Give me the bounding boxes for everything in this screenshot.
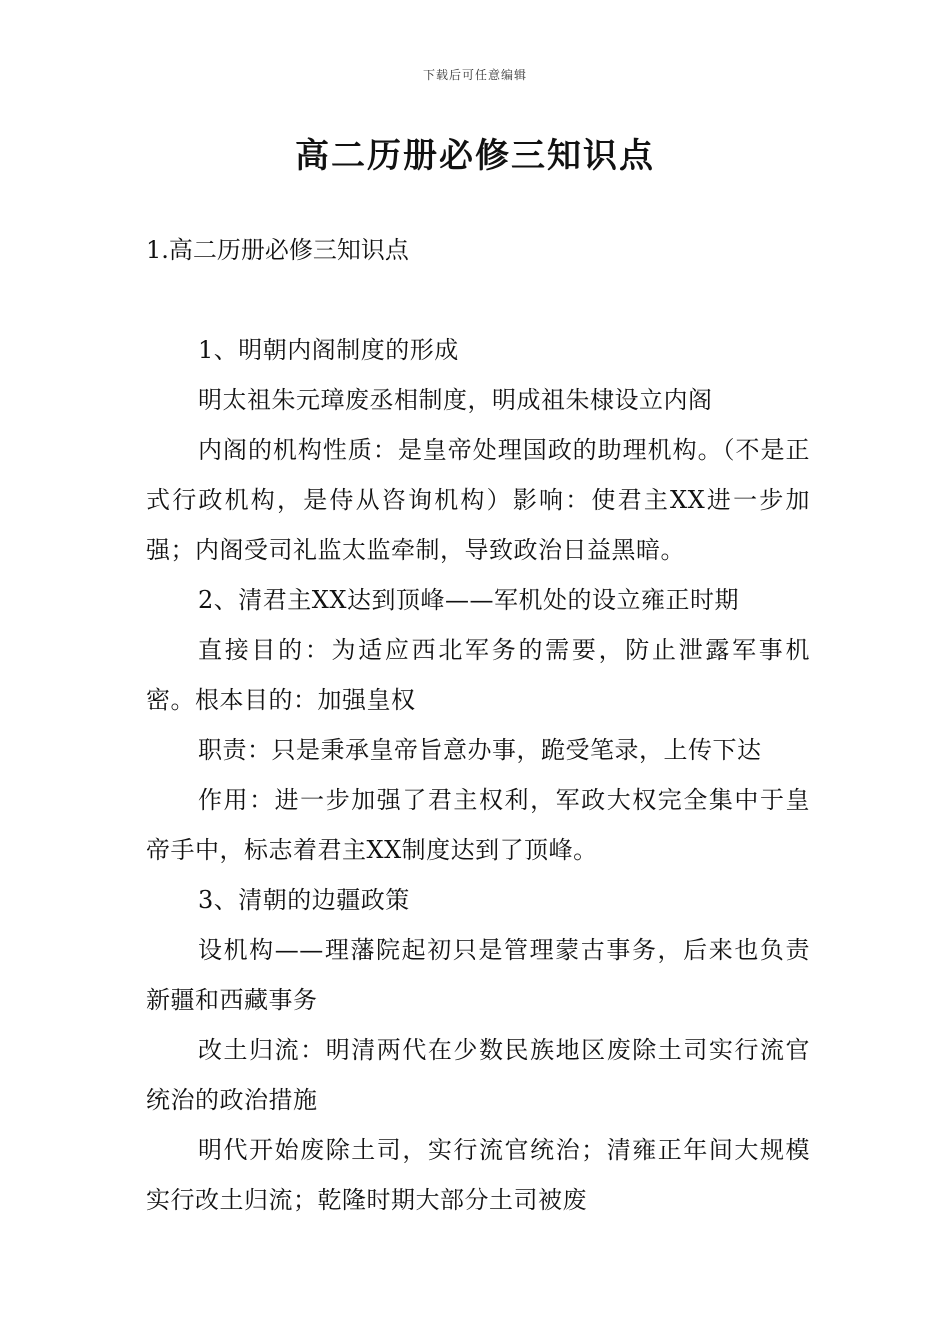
paragraph-ming-abolish-chancellor: 明太祖朱元璋废丞相制度，明成祖朱棣设立内阁 (198, 386, 713, 414)
paragraph-grand-council-duties: 职责：只是秉承皇帝旨意办事，跪受笔录，上传下达 (198, 736, 762, 764)
section-heading: 1.高二历册必修三知识点 (146, 236, 409, 264)
paragraph-qing-frontier-heading: 3、清朝的边疆政策 (198, 886, 410, 914)
paragraph-lifanyuan: 设机构——理藩院起初只是管理蒙古事务，后来也负责新疆和西藏事务 (146, 936, 810, 1014)
header-note: 下载后可任意编辑 (422, 68, 527, 82)
paragraph-qing-grand-council-heading: 2、清君主XX达到顶峰——军机处的设立雍正时期 (198, 586, 739, 614)
paragraph-grand-council-purpose: 直接目的：为适应西北军务的需要，防止泄露军事机密。根本目的：加强皇权 (146, 636, 810, 714)
paragraph-cabinet-nature: 内阁的机构性质：是皇帝处理国政的助理机构。（不是正式行政机构，是侍从咨询机构）影响：使君主XX进一步加强；内阁受司礼监太监牵制，导致政治日益黑暗。 (146, 436, 810, 564)
document-title: 高二历册必修三知识点 (295, 136, 655, 176)
paragraph-gaitu-guiliu: 改土归流：明清两代在少数民族地区废除土司实行流官统治的政治措施 (146, 1036, 810, 1114)
paragraph-gaitu-guiliu-history: 明代开始废除土司，实行流官统治；清雍正年间大规模实行改土归流；乾隆时期大部分土司被废 (146, 1136, 810, 1214)
body-text (146, 325, 810, 1225)
paragraph-ming-cabinet-heading: 1、明朝内阁制度的形成 (198, 336, 459, 364)
paragraph-grand-council-effect: 作用：进一步加强了君主权利，军政大权完全集中于皇帝手中，标志着君主XX制度达到了顶峰。 (146, 786, 810, 864)
